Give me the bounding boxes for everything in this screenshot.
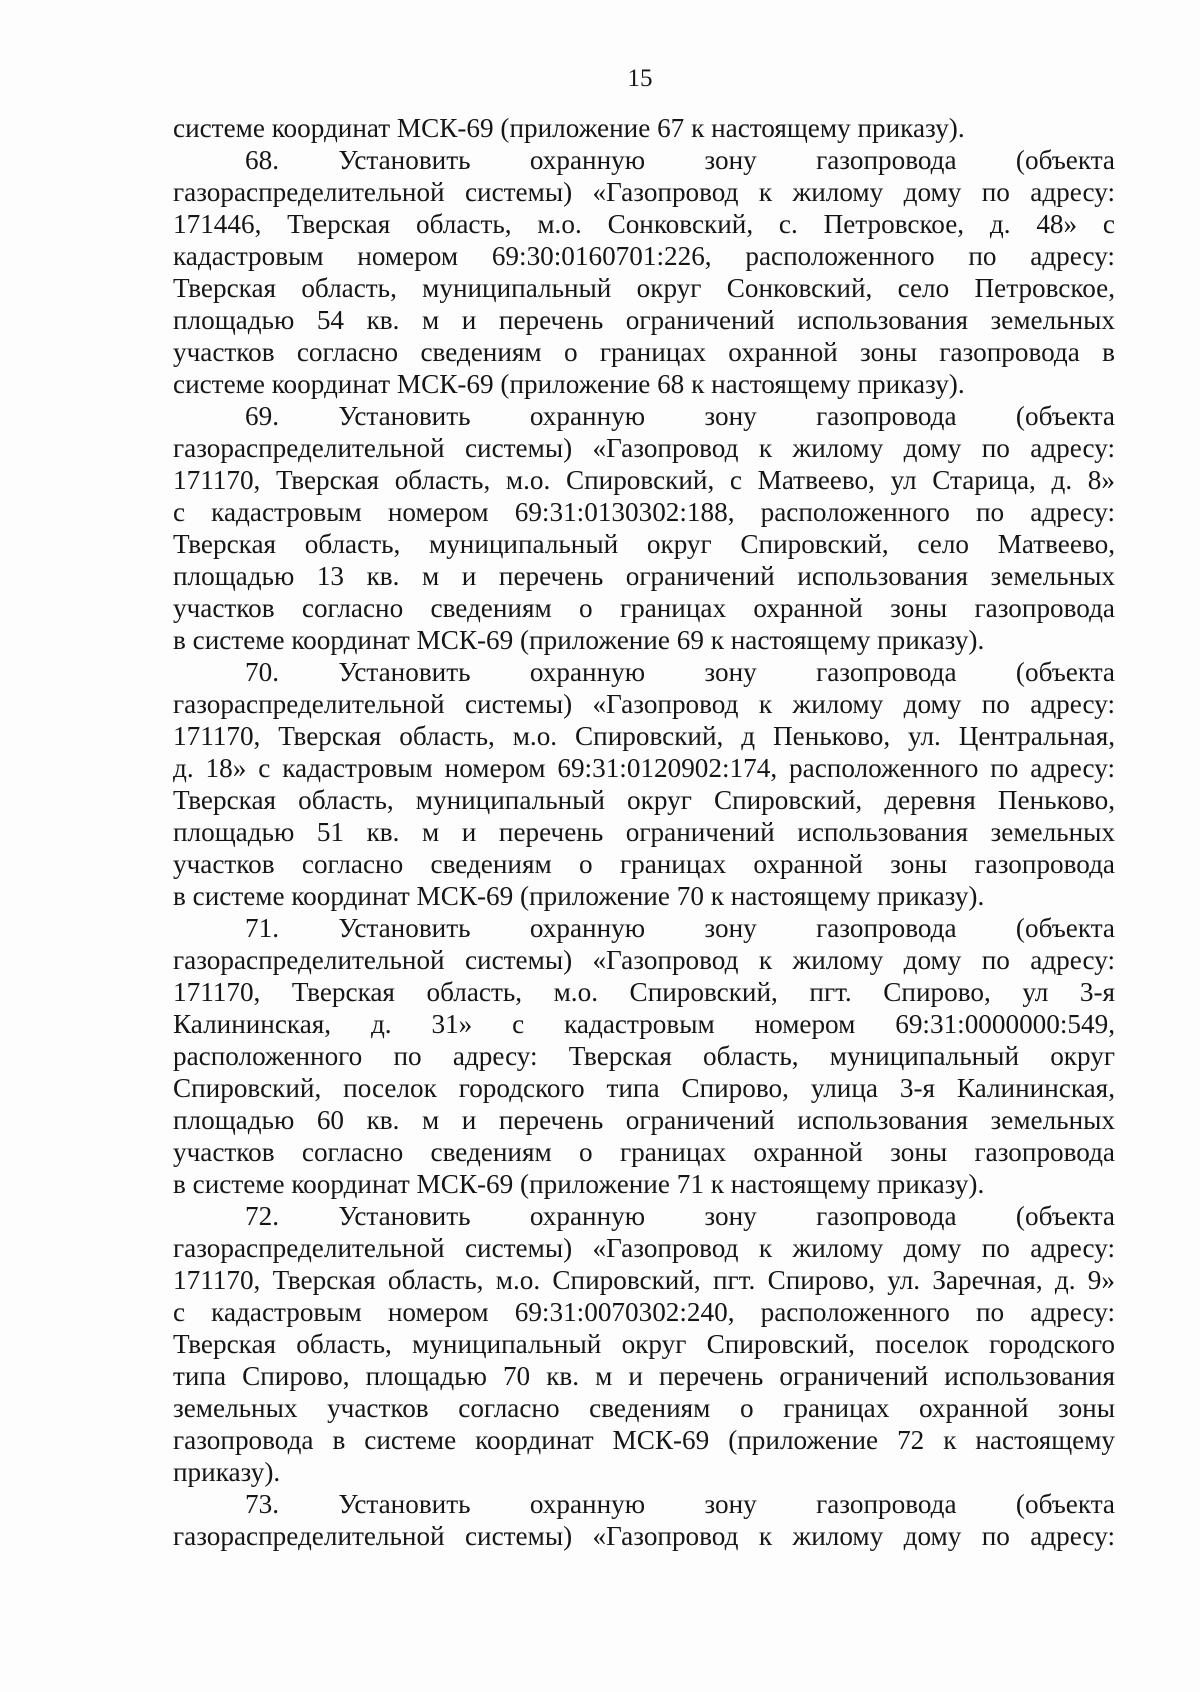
text-line: 171170, Тверская область, м.о. Спировский, пгт. Спирово, ул 3-я [173, 977, 1115, 1007]
text-line: площадью 51 кв. м и перечень ограничений использования земельных [173, 817, 1115, 847]
paragraph-first-line: 70. Установить охранную зону газопровода (объекта [245, 657, 1115, 687]
paragraph-first-line: 68. Установить охранную зону газопровода (объекта [245, 145, 1115, 175]
text-line: газопровода в системе координат МСК-69 (приложение 72 к настоящему [173, 1425, 1115, 1455]
text-line: с кадастровым номером 69:31:0070302:240, расположенного по адресу: [173, 1297, 1115, 1327]
text-line: системе координат МСК-69 (приложение 67 к настоящему приказу). [173, 113, 965, 143]
text-line: Спировский, поселок городского типа Спирово, улица 3-я Калининская, [173, 1073, 1115, 1103]
text-line: приказу). [173, 1457, 281, 1487]
text-line: 171170, Тверская область, м.о. Спировский, д Пеньково, ул. Центральная, [173, 721, 1115, 751]
text-line: земельных участков согласно сведениям о границах охранной зоны [173, 1393, 1115, 1423]
text-line: в системе координат МСК-69 (приложение 69 к настоящему приказу). [173, 625, 985, 655]
paragraph-first-line: 71. Установить охранную зону газопровода (объекта [245, 913, 1115, 943]
text-line: участков согласно сведениям о границах охранной зоны газопровода [173, 1137, 1115, 1167]
paragraph-first-line: 69. Установить охранную зону газопровода (объекта [245, 401, 1115, 431]
text-line: в системе координат МСК-69 (приложение 71 к настоящему приказу). [173, 1169, 985, 1199]
text-line: Тверская область, муниципальный округ Спировский, деревня Пеньково, [173, 785, 1115, 815]
text-line: газораспределительной системы) «Газопровод к жилому дому по адресу: [173, 177, 1115, 207]
text-line: газораспределительной системы) «Газопровод к жилому дому по адресу: [173, 1521, 1115, 1551]
text-line: участков согласно сведениям о границах охранной зоны газопровода в [173, 337, 1115, 367]
text-line: расположенного по адресу: Тверская область, муниципальный округ [173, 1041, 1115, 1071]
page-number: 15 [627, 65, 653, 92]
text-line: 171170, Тверская область, м.о. Спировский, пгт. Спирово, ул. Заречная, д. 9» [173, 1265, 1115, 1295]
text-line: участков согласно сведениям о границах охранной зоны газопровода [173, 593, 1115, 623]
text-line: площадью 54 кв. м и перечень ограничений использования земельных [173, 305, 1115, 335]
paragraph-first-line: 73. Установить охранную зону газопровода (объекта [245, 1489, 1115, 1519]
text-line: участков согласно сведениям о границах охранной зоны газопровода [173, 849, 1115, 879]
text-line: Калининская, д. 31» с кадастровым номером 69:31:0000000:549, [173, 1009, 1115, 1039]
text-line: типа Спирово, площадью 70 кв. м и перечень ограничений использования [173, 1361, 1115, 1391]
text-line: площадью 13 кв. м и перечень ограничений использования земельных [173, 561, 1115, 591]
text-line: д. 18» с кадастровым номером 69:31:0120902:174, расположенного по адресу: [173, 753, 1115, 783]
paragraph-first-line: 72. Установить охранную зону газопровода (объекта [245, 1201, 1115, 1231]
text-line: Тверская область, муниципальный округ Сонковский, село Петровское, [173, 273, 1115, 303]
text-line: в системе координат МСК-69 (приложение 70 к настоящему приказу). [173, 881, 985, 911]
text-line: кадастровым номером 69:30:0160701:226, расположенного по адресу: [173, 241, 1115, 271]
text-line: с кадастровым номером 69:31:0130302:188, расположенного по адресу: [173, 497, 1115, 527]
text-line: 171446, Тверская область, м.о. Сонковский, с. Петровское, д. 48» с [173, 209, 1115, 239]
text-line: системе координат МСК-69 (приложение 68 к настоящему приказу). [173, 369, 965, 399]
text-line: газораспределительной системы) «Газопровод к жилому дому по адресу: [173, 1233, 1115, 1263]
text-line: Тверская область, муниципальный округ Спировский, поселок городского [173, 1329, 1115, 1359]
text-line: 171170, Тверская область, м.о. Спировский, с Матвеево, ул Старица, д. 8» [173, 465, 1115, 495]
text-line: Тверская область, муниципальный округ Спировский, село Матвеево, [173, 529, 1115, 559]
text-line: газораспределительной системы) «Газопровод к жилому дому по адресу: [173, 433, 1115, 463]
text-line: площадью 60 кв. м и перечень ограничений использования земельных [173, 1105, 1115, 1135]
document-body [173, 112, 1115, 1552]
text-line: газораспределительной системы) «Газопровод к жилому дому по адресу: [173, 945, 1115, 975]
text-line: газораспределительной системы) «Газопровод к жилому дому по адресу: [173, 689, 1115, 719]
